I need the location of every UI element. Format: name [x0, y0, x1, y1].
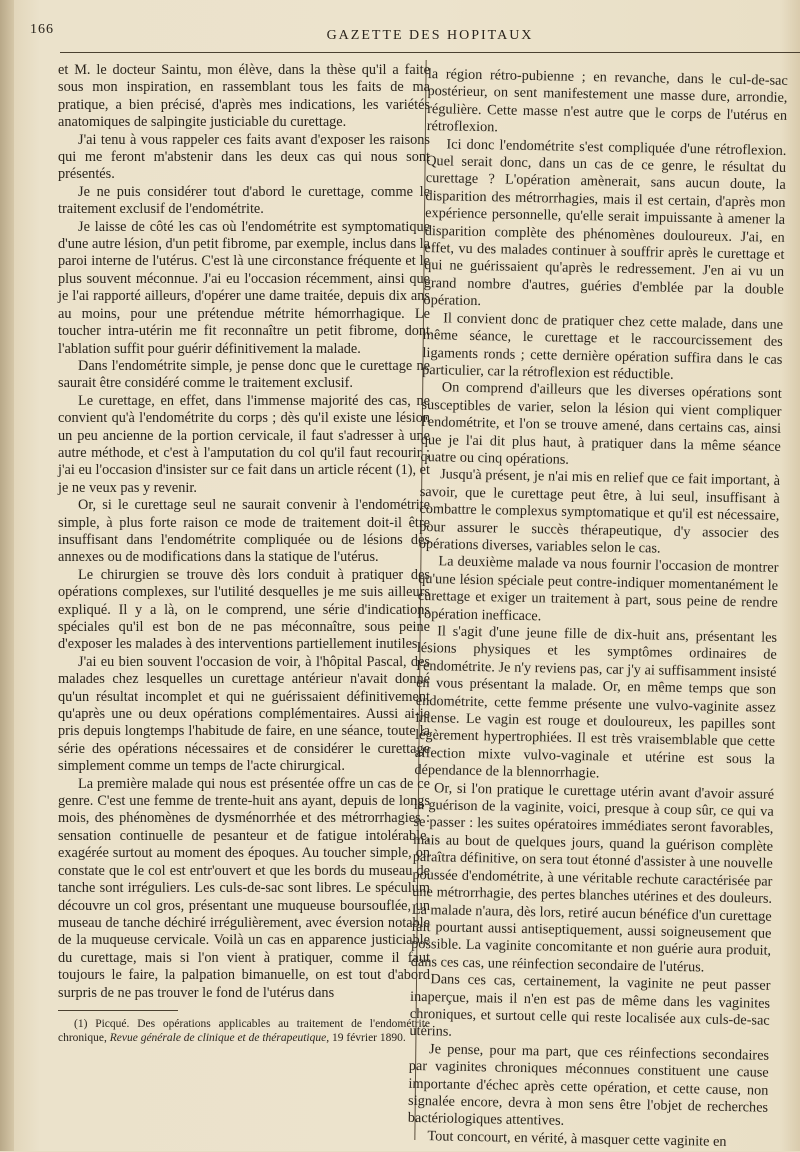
paragraph: Ici donc l'endométrite s'est compliquée d'une rétroflexion. Quel serait donc, dans un cas de ce genre, le résultat du curettage ? L'opération amènerait, sans aucun doute, la disparition des métrorrhagies, mais il est certain, d'après mon expérience personnelle, qu'elle serait impuissante à amener la disparition complète des phénomènes douloureux. J'ai, en effet, vu des malades continuer à souffrir après le curettage et qui ne guérissaient qu'après le redressement. J'en ai vu un grand nombre d'autres, guéries d'emblée par la double opération.: [423, 135, 787, 310]
paragraph: Or, si le curettage seul ne saurait convenir à l'endométrite simple, à plus forte raison ce mode de traitement doit-il être insuffisant dans l'endométrite compliquée ou de lésions des annexes ou de modifications dans la statique de l'utérus.: [58, 497, 430, 566]
footnote-journal: Revue générale de clinique et de thérapeutique,: [109, 1031, 330, 1044]
footnote-author: Picqué.: [95, 1017, 130, 1030]
page-header: [60, 18, 800, 53]
right-column: [407, 66, 788, 1152]
footnote-rule: [58, 1010, 178, 1011]
paragraph: Jusqu'à présent, je n'ai mis en relief que ce fait important, à savoir, que le curettage peut être, à lui seul, insuffisant à combattre le complexus symptomatique et qu'il est nécessaire, pour assurer le succès thérapeutique, d'y associer des opérations diverses, variables selon le cas.: [418, 466, 781, 557]
paragraph: Il s'agit d'une jeune fille de dix-huit ans, présentant les lésions physiques et les symptômes ordinaires de l'endométrite. Je n'y reviens pas, car j'y ai suffisamment insisté en vous présentant la malade. Or, en même temps que son endométrite, cette femme présente une vulvo-vaginite assez intense. Le vagin est rouge et douloureux, les papilles sont légèrement hypertrophiées. Il est très vraisemblable que cette affection mixte vulvo-vaginale et utérine est sous la dépendance de la blennorrhagie.: [414, 623, 778, 782]
paragraph: J'ai tenu à vous rappeler ces faits avant d'exposer les raisons qui me feront m'abstenir dans les deux cas qui nous sont présentés.: [58, 131, 430, 183]
left-column: [58, 62, 430, 1045]
paragraph: Le chirurgien se trouve dès lors conduit à pratiquer des opérations complexes, sur l'utilité desquelles je me suis ailleurs expliqué. Il y a là, on le comprend, une série d'indications spéciales qu'il est bon de ne pas méconnaître, sous peine d'exposer les malades à des interventions partiellement inutiles.: [58, 566, 430, 653]
page-number: 166: [30, 22, 54, 37]
paragraph: Or, si l'on pratique le curettage utérin avant d'avoir assuré la guérison de la vaginite, voici, presque à coup sûr, ce qui va se passer : les suites opératoires immédiates seront favorables, mais au bout de quelques jours, quand la guérison complète paraîtra définitive, on sera tout étonné d'assister à une nouvelle poussée d'endométrite, à une véritable rechute caractérisée par une métrorrhagie, des pertes blanches utérines et des douleurs. La malade n'aura, dès lors, retiré aucun bénéfice d'un curettage fait pourtant aussi antiseptiquement, aussi soigneusement que possible. La vaginite concomitante et non guérie aura produit, dans ces cas, une réinfection secondaire de l'utérus.: [410, 779, 775, 976]
footnote-date: 19 février 1890.: [331, 1031, 406, 1044]
paragraph: J'ai eu bien souvent l'occasion de voir, à l'hôpital Pascal, des malades chez lesquelles un curettage antérieur n'avait donné qu'un résultat incomplet et qui ne guérissaient définitivement qu'après une ou deux opérations complémentaires. Aussi ai-je pris depuis longtemps l'habitude de faire, en une séance, toute la série des opérations nécessaires et de considérer le curettage simplement comme un temps de l'acte chirurgical.: [58, 653, 430, 775]
footnote-marker: (1): [74, 1017, 88, 1030]
paragraph: Dans ces cas, certainement, la vaginite ne peut passer inaperçue, mais il n'en est pas de même dans les vaginites chroniques, et surtout celle qui reste localisée aux culs-de-sac utérins.: [409, 971, 771, 1040]
paragraph: Je pense, pour ma part, que ces réinfections secondaires par vaginites chroniques méconnues constituent une cause importante d'échec après cette opération, et cette cause, non signalée encore, devra à mon sens être l'objet de recherches bactériologiques attentives.: [407, 1040, 770, 1130]
paragraph: Tout concourt, en vérité, à masquer cette vaginite en: [427, 1127, 727, 1150]
paragraph: La deuxième malade va nous fournir l'occasion de montrer qu'une lésion spéciale peut contre-indiquer momentanément le curettage et exiger un traitement à part, sous peine de rendre l'opération inefficace.: [417, 553, 779, 624]
paragraph: Dans l'endométrite simple, je pense donc que le curettage ne saurait être considéré comme le traitement exclusif.: [58, 357, 430, 392]
paragraph: Il convient donc de pratiquer chez cette malade, dans une même séance, le curettage et le raccourcissement des ligaments ronds ; cette dernière opération suffira dans le cas particulier, car la rétroflexion est réductible.: [422, 310, 784, 383]
page-binding-edge: [0, 0, 14, 1151]
footnote-text: Des opérations applicables au traitement de l'endométrite chronique,: [58, 1017, 430, 1044]
paragraph: Je laisse de côté les cas où l'endométrite est symptomatique d'une autre lésion, d'un petit fibrome, par exemple, inclus dans la paroi interne de l'utérus. C'est là une circonstance fréquente et le plus souvent méconnue. J'ai eu l'occasion récemment, ainsi que je l'ai rapporté ailleurs, d'opérer une dame traitée, depuis dix ans au moins, pour une prétendue métrite hémorrhagique. Le toucher intra-utérin me fit reconnaître un petit fibrome, dont l'ablation suffit pour guérir définitivement la malade.: [58, 218, 430, 357]
paragraph: La première malade qui nous est présentée offre un cas de ce genre. C'est une femme de trente-huit ans ayant, depuis de longs mois, des phénomènes de dysménorrhée et des métrorrhagies : sensation continuelle de pesanteur et de fatigue intolérable, exagérée surtout au moment des époques. Au toucher simple, on constate que le col est entr'ouvert et que les bords du museau de tanche sont irréguliers. Les culs-de-sac sont libres. Le spéculum découvre un col gros, présentant une muqueuse boursouflée, un museau de tanche déchiré irrégulièrement, avec éversion notable de la muqueuse cervicale. Voilà un cas en apparence justiciable du curettage, mais si l'on vient à pratiquer, comme il faut toujours le faire, la palpation bimanuelle, on est tout d'abord surpris de ne pas trouver le fond de l'utérus dans: [58, 775, 430, 1001]
paragraph: et M. le docteur Saintu, mon élève, dans la thèse qu'il a faite sous mon inspiration, en rassemblant tous les faits de ma pratique, a bien précisé, d'après mes indications, les variétés anatomiques de salpingite justiciable du curettage.: [58, 62, 430, 131]
paragraph: la région rétro-pubienne ; en revanche, dans le cul-de-sac postérieur, on sent manifestement une masse dure, arrondie, régulière. Cette masse n'est autre que le corps de l'utérus en rétroflexion.: [426, 66, 788, 136]
paragraph: Je ne puis considérer tout d'abord le curettage, comme le traitement exclusif de l'endométrite.: [58, 183, 430, 218]
paragraph: On comprend d'ailleurs que les diverses opérations sont susceptibles de varier, selon la lésion qui vient compliquer l'endométrite, et l'on se trouve amené, dans certains cas, ainsi que je l'ai dit plus haut, à pratiquer dans la même séance quatre ou cinq opérations.: [420, 379, 782, 468]
footnote: [58, 1017, 430, 1045]
journal-title: GAZETTE DES HOPITAUX: [326, 28, 534, 43]
paragraph: Le curettage, en effet, dans l'immense majorité des cas, ne convient qu'à l'endométrite du corps ; dès qu'il existe une lésion un peu ancienne de la portion cervicale, il faut s'adresser à une autre méthode, et c'est à l'amputation du col qu'il faut recourir ; j'ai eu l'occasion d'insister sur ce fait dans un article récent (1), et je ne veux pas y revenir.: [58, 392, 430, 496]
